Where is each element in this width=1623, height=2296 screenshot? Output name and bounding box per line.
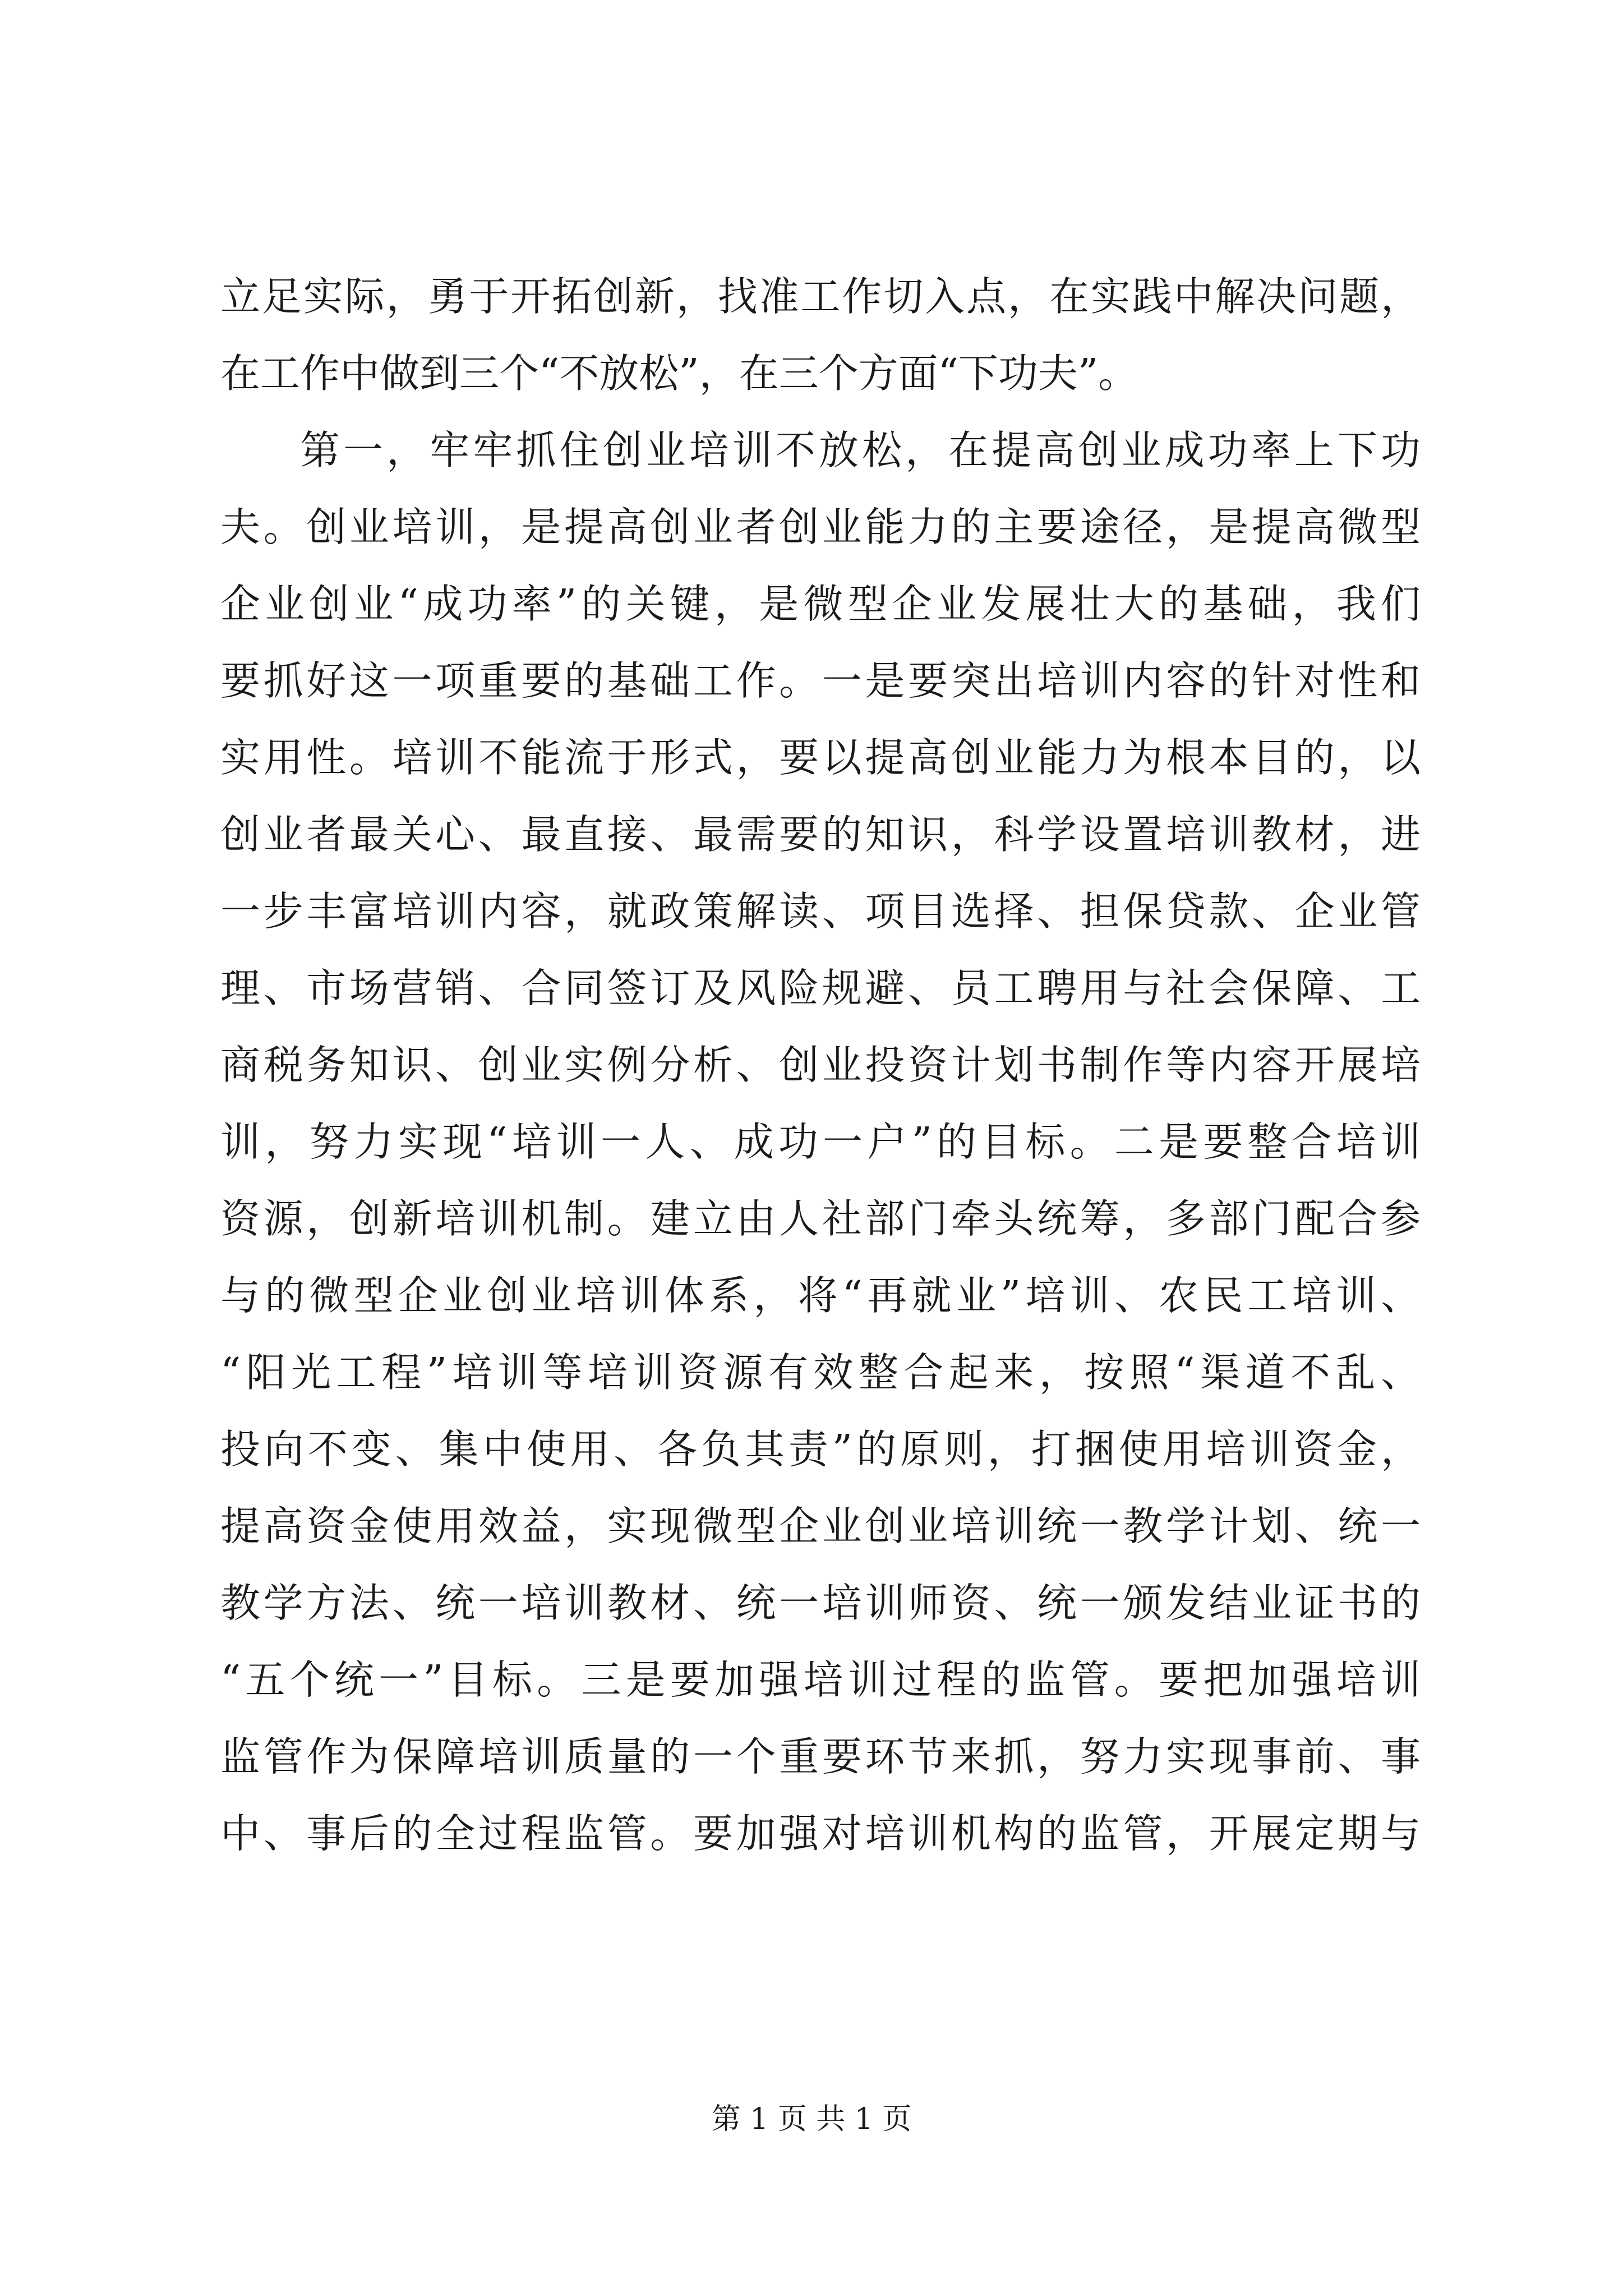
- text-line: 与的微型企业创业培训体系，将“再就业”培训、农民工培训、: [220, 1272, 1421, 1319]
- page-number-footer: 第 1 页 共 1 页: [711, 2102, 912, 2136]
- text-line: 创业者最关心、最直接、最需要的知识，科学设置培训教材，进: [220, 811, 1421, 858]
- text-line: 投向不变、集中使用、各负其责”的原则，打捆使用培训资金，: [220, 1426, 1421, 1473]
- text-line: 训，努力实现“培训一人、成功一户”的目标。二是要整合培训: [220, 1119, 1421, 1165]
- text-line: 企业创业“成功率”的关键，是微型企业发展壮大的基础，我们: [220, 581, 1421, 627]
- text-line: 中、事后的全过程监管。要加强对培训机构的监管，开展定期与: [220, 1810, 1421, 1857]
- text-line: 要抓好这一项重要的基础工作。一是要突出培训内容的针对性和: [220, 657, 1421, 704]
- text-line: “阳光工程”培训等培训资源有效整合起来，按照“渠道不乱、: [220, 1349, 1421, 1396]
- text-line: 一步丰富培训内容，就政策解读、项目选择、担保贷款、企业管: [220, 888, 1421, 935]
- text-line: 资源，创新培训机制。建立由人社部门牵头统筹，多部门配合参: [220, 1195, 1421, 1242]
- text-line: 监管作为保障培训质量的一个重要环节来抓，努力实现事前、事: [220, 1733, 1421, 1780]
- text-line: 提高资金使用效益，实现微型企业创业培训统一教学计划、统一: [220, 1503, 1421, 1549]
- text-line: 商税务知识、创业实例分析、创业投资计划书制作等内容开展培: [220, 1042, 1421, 1088]
- text-line: 第一，牢牢抓住创业培训不放松，在提高创业成功率上下功: [300, 427, 1421, 473]
- text-line: 教学方法、统一培训教材、统一培训师资、统一颁发结业证书的: [220, 1580, 1421, 1626]
- text-line: 在工作中做到三个“不放松”，在三个方面“下功夫”。: [220, 350, 1138, 397]
- text-line: 夫。创业培训，是提高创业者创业能力的主要途径，是提高微型: [220, 504, 1421, 550]
- text-line: 立足实际，勇于开拓创新，找准工作切入点，在实践中解决问题，: [220, 273, 1421, 320]
- body-text: [220, 258, 1421, 1872]
- text-line: “五个统一”目标。三是要加强培训过程的监管。要把加强培训: [220, 1657, 1421, 1703]
- text-line: 理、市场营销、合同签订及风险规避、员工聘用与社会保障、工: [220, 965, 1421, 1011]
- text-line: 实用性。培训不能流于形式，要以提高创业能力为根本目的，以: [220, 734, 1421, 781]
